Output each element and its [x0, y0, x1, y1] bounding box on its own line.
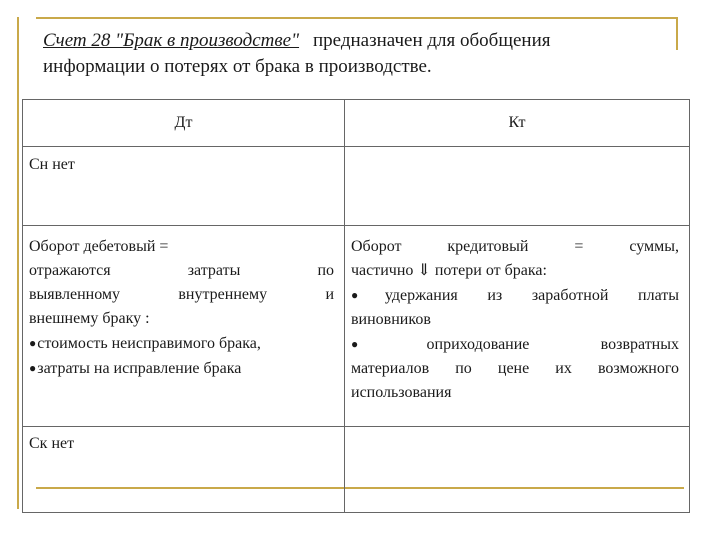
turnover-row	[23, 226, 690, 427]
turnover-credit	[345, 226, 690, 427]
bullet-dot-icon: ●	[29, 336, 37, 350]
opening-balance-row	[23, 147, 690, 226]
credit-turnover-line: частично ⇓ потери от брака:	[351, 262, 547, 279]
debit-turnover-line: выявленному внутреннему и	[29, 286, 334, 303]
turnover-debit	[23, 226, 345, 427]
opening-balance-debit: Сн нет	[23, 147, 345, 226]
list-item-continuation: виновников	[351, 311, 431, 328]
frame-line-top	[36, 17, 678, 19]
list-item: ●удержания из заработной платы	[351, 287, 679, 304]
bullet-dot-icon: ●	[351, 288, 384, 302]
frame-line-right	[676, 17, 678, 50]
heading-lead: предназначен для обобщения	[313, 30, 551, 51]
debit-header: Дт	[23, 100, 345, 147]
frame-line-left	[17, 17, 19, 509]
opening-balance-credit	[345, 147, 690, 226]
bullet-dot-icon: ●	[351, 337, 426, 351]
debit-turnover-line: Оборот дебетовый =	[29, 238, 169, 255]
list-item-continuation: использования	[351, 384, 452, 401]
list-item: ●оприходование возвратных	[351, 336, 679, 353]
account-title: Счет 28 "Брак в производстве"	[43, 30, 300, 51]
closing-balance-debit: Ск нет	[23, 427, 345, 513]
closing-balance-credit	[345, 427, 690, 513]
credit-turnover-line: Оборот кредитовый = суммы,	[351, 238, 679, 255]
bullet-dot-icon: ●	[29, 361, 37, 375]
debit-turnover-line: внешнему браку :	[29, 310, 150, 327]
table-header-row	[23, 100, 690, 147]
t-account-table	[22, 99, 690, 513]
list-item: ●затраты на исправление брака	[29, 360, 242, 377]
list-item-continuation: материалов по цене их возможного	[351, 360, 679, 377]
debit-turnover-line: отражаются затраты по	[29, 262, 334, 279]
list-item: ●стоимость неисправимого брака,	[29, 335, 261, 352]
credit-header: Кт	[345, 100, 690, 147]
closing-balance-row	[23, 427, 690, 513]
heading-line-2: информации о потерях от брака в производстве.	[43, 56, 432, 77]
